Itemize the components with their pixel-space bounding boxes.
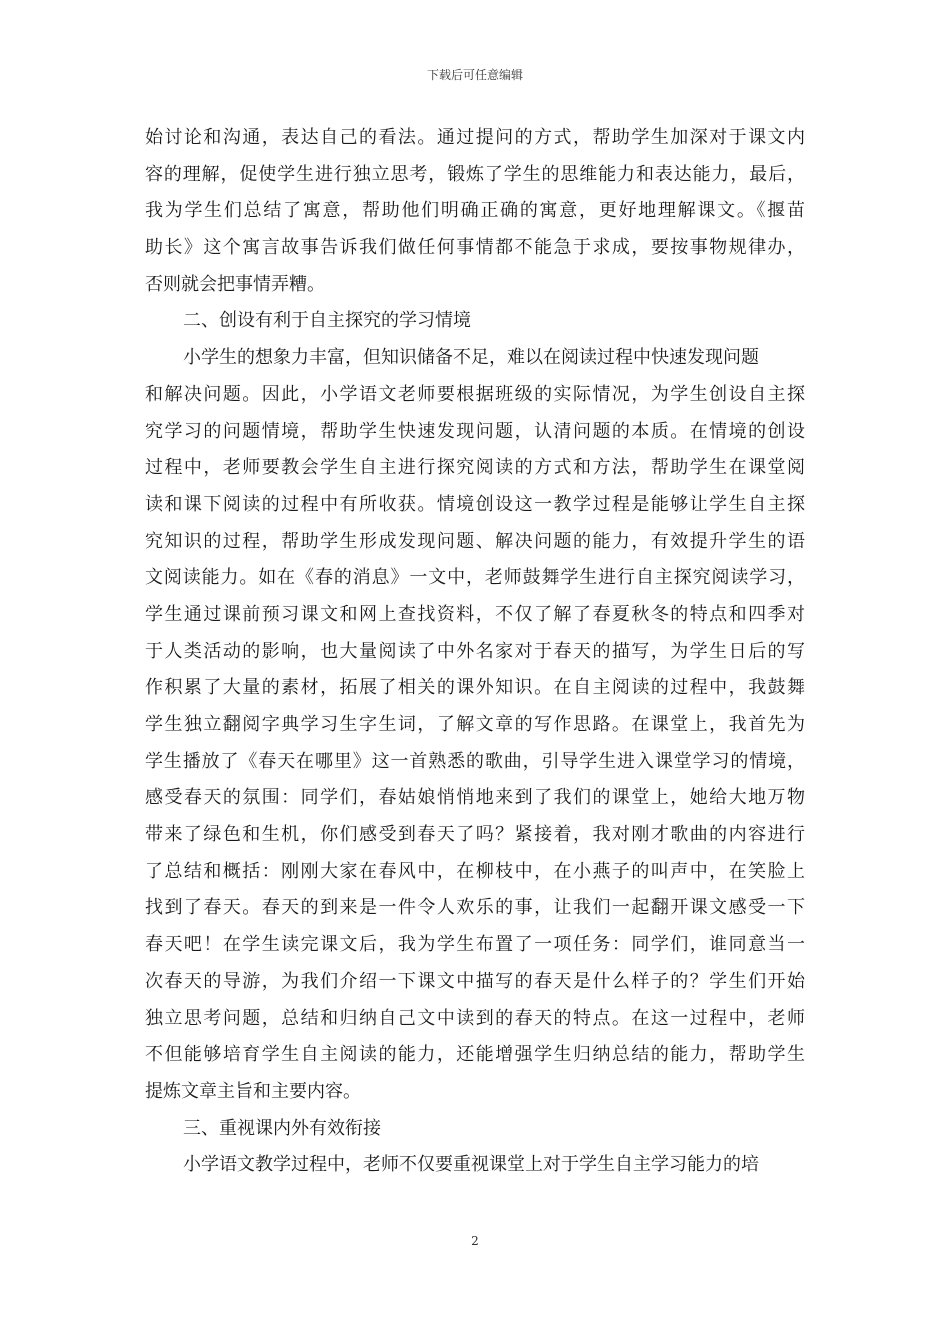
- page-header-note: 下载后可任意编辑: [426, 68, 523, 82]
- paragraph-line: 找到了春天。春天的到来是一件令人欢乐的事，让我们一起翻开课文感受一下: [145, 897, 805, 919]
- section-heading: 三、重视课内外有效衔接: [183, 1117, 381, 1139]
- paragraph-line: 始讨论和沟通，表达自己的看法。通过提问的方式，帮助学生加深对于课文内: [145, 127, 805, 148]
- page-number: 2: [471, 1234, 479, 1248]
- paragraph-line: 春天吧！在学生读完课文后，我为学生布置了一项任务：同学们，谁同意当一: [145, 934, 805, 956]
- paragraph-line: 小学生的想象力丰富，但知识储备不足，难以在阅读过程中快速发现问题: [183, 347, 759, 369]
- paragraph-line: 次春天的导游，为我们介绍一下课文中描写的春天是什么样子的？学生们开始: [145, 970, 805, 992]
- paragraph-line: 否则就会把事情弄糟。: [145, 273, 325, 295]
- paragraph-line: 提炼文章主旨和主要内容。: [145, 1080, 361, 1102]
- paragraph-line: 学生通过课前预习课文和网上查找资料，不仅了解了春夏秋冬的特点和四季对: [145, 603, 805, 625]
- paragraph-line: 助长》这个寓言故事告诉我们做任何事情都不能急于求成，要按事物规律办，: [145, 237, 805, 259]
- paragraph-line: 感受春天的氛围：同学们，春姑娘悄悄地来到了我们的课堂上，她给大地万物: [145, 787, 805, 809]
- paragraph-line: 作积累了大量的素材，拓展了相关的课外知识。在自主阅读的过程中，我鼓舞: [145, 677, 805, 699]
- paragraph-line: 文阅读能力。如在《春的消息》一文中，老师鼓舞学生进行自主探究阅读学习，: [145, 567, 805, 589]
- paragraph-line: 了总结和概括：刚刚大家在春风中，在柳枝中，在小燕子的叫声中，在笑脸上: [145, 860, 805, 882]
- paragraph-line: 独立思考问题，总结和归纳自己文中读到的春天的特点。在这一过程中，老师: [145, 1007, 805, 1029]
- paragraph-line: 学生独立翻阅字典学习生字生词，了解文章的写作思路。在课堂上，我首先为: [145, 714, 805, 735]
- section-heading: 二、创设有利于自主探究的学习情境: [183, 310, 471, 332]
- paragraph-line: 不但能够培育学生自主阅读的能力，还能增强学生归纳总结的能力，帮助学生: [145, 1044, 805, 1066]
- paragraph-line: 究知识的过程，帮助学生形成发现问题、解决问题的能力，有效提升学生的语: [145, 530, 805, 552]
- paragraph-line: 小学语文教学过程中，老师不仅要重视课堂上对于学生自主学习能力的培: [183, 1154, 759, 1176]
- paragraph-line: 我为学生们总结了寓意，帮助他们明确正确的寓意，更好地理解课文。《揠苗: [145, 200, 805, 222]
- paragraph-line: 读和课下阅读的过程中有所收获。情境创设这一教学过程是能够让学生自主探: [145, 493, 805, 515]
- paragraph-line: 学生播放了《春天在哪里》这一首熟悉的歌曲，引导学生进入课堂学习的情境，: [145, 750, 805, 772]
- paragraph-line: 于人类活动的影响，也大量阅读了中外名家对于春天的描写，为学生日后的写: [145, 640, 805, 662]
- document-body: [145, 120, 805, 1184]
- paragraph-line: 和解决问题。因此，小学语文老师要根据班级的实际情况，为学生创设自主探: [145, 383, 805, 405]
- paragraph-line: 过程中，老师要教会学生自主进行探究阅读的方式和方法，帮助学生在课堂阅: [145, 457, 805, 479]
- paragraph-line: 容的理解，促使学生进行独立思考，锻炼了学生的思维能力和表达能力，最后，: [145, 163, 805, 185]
- paragraph-line: 究学习的问题情境，帮助学生快速发现问题，认清问题的本质。在情境的创设: [145, 420, 805, 442]
- paragraph-line: 带来了绿色和生机，你们感受到春天了吗？紧接着，我对刚才歌曲的内容进行: [145, 824, 805, 846]
